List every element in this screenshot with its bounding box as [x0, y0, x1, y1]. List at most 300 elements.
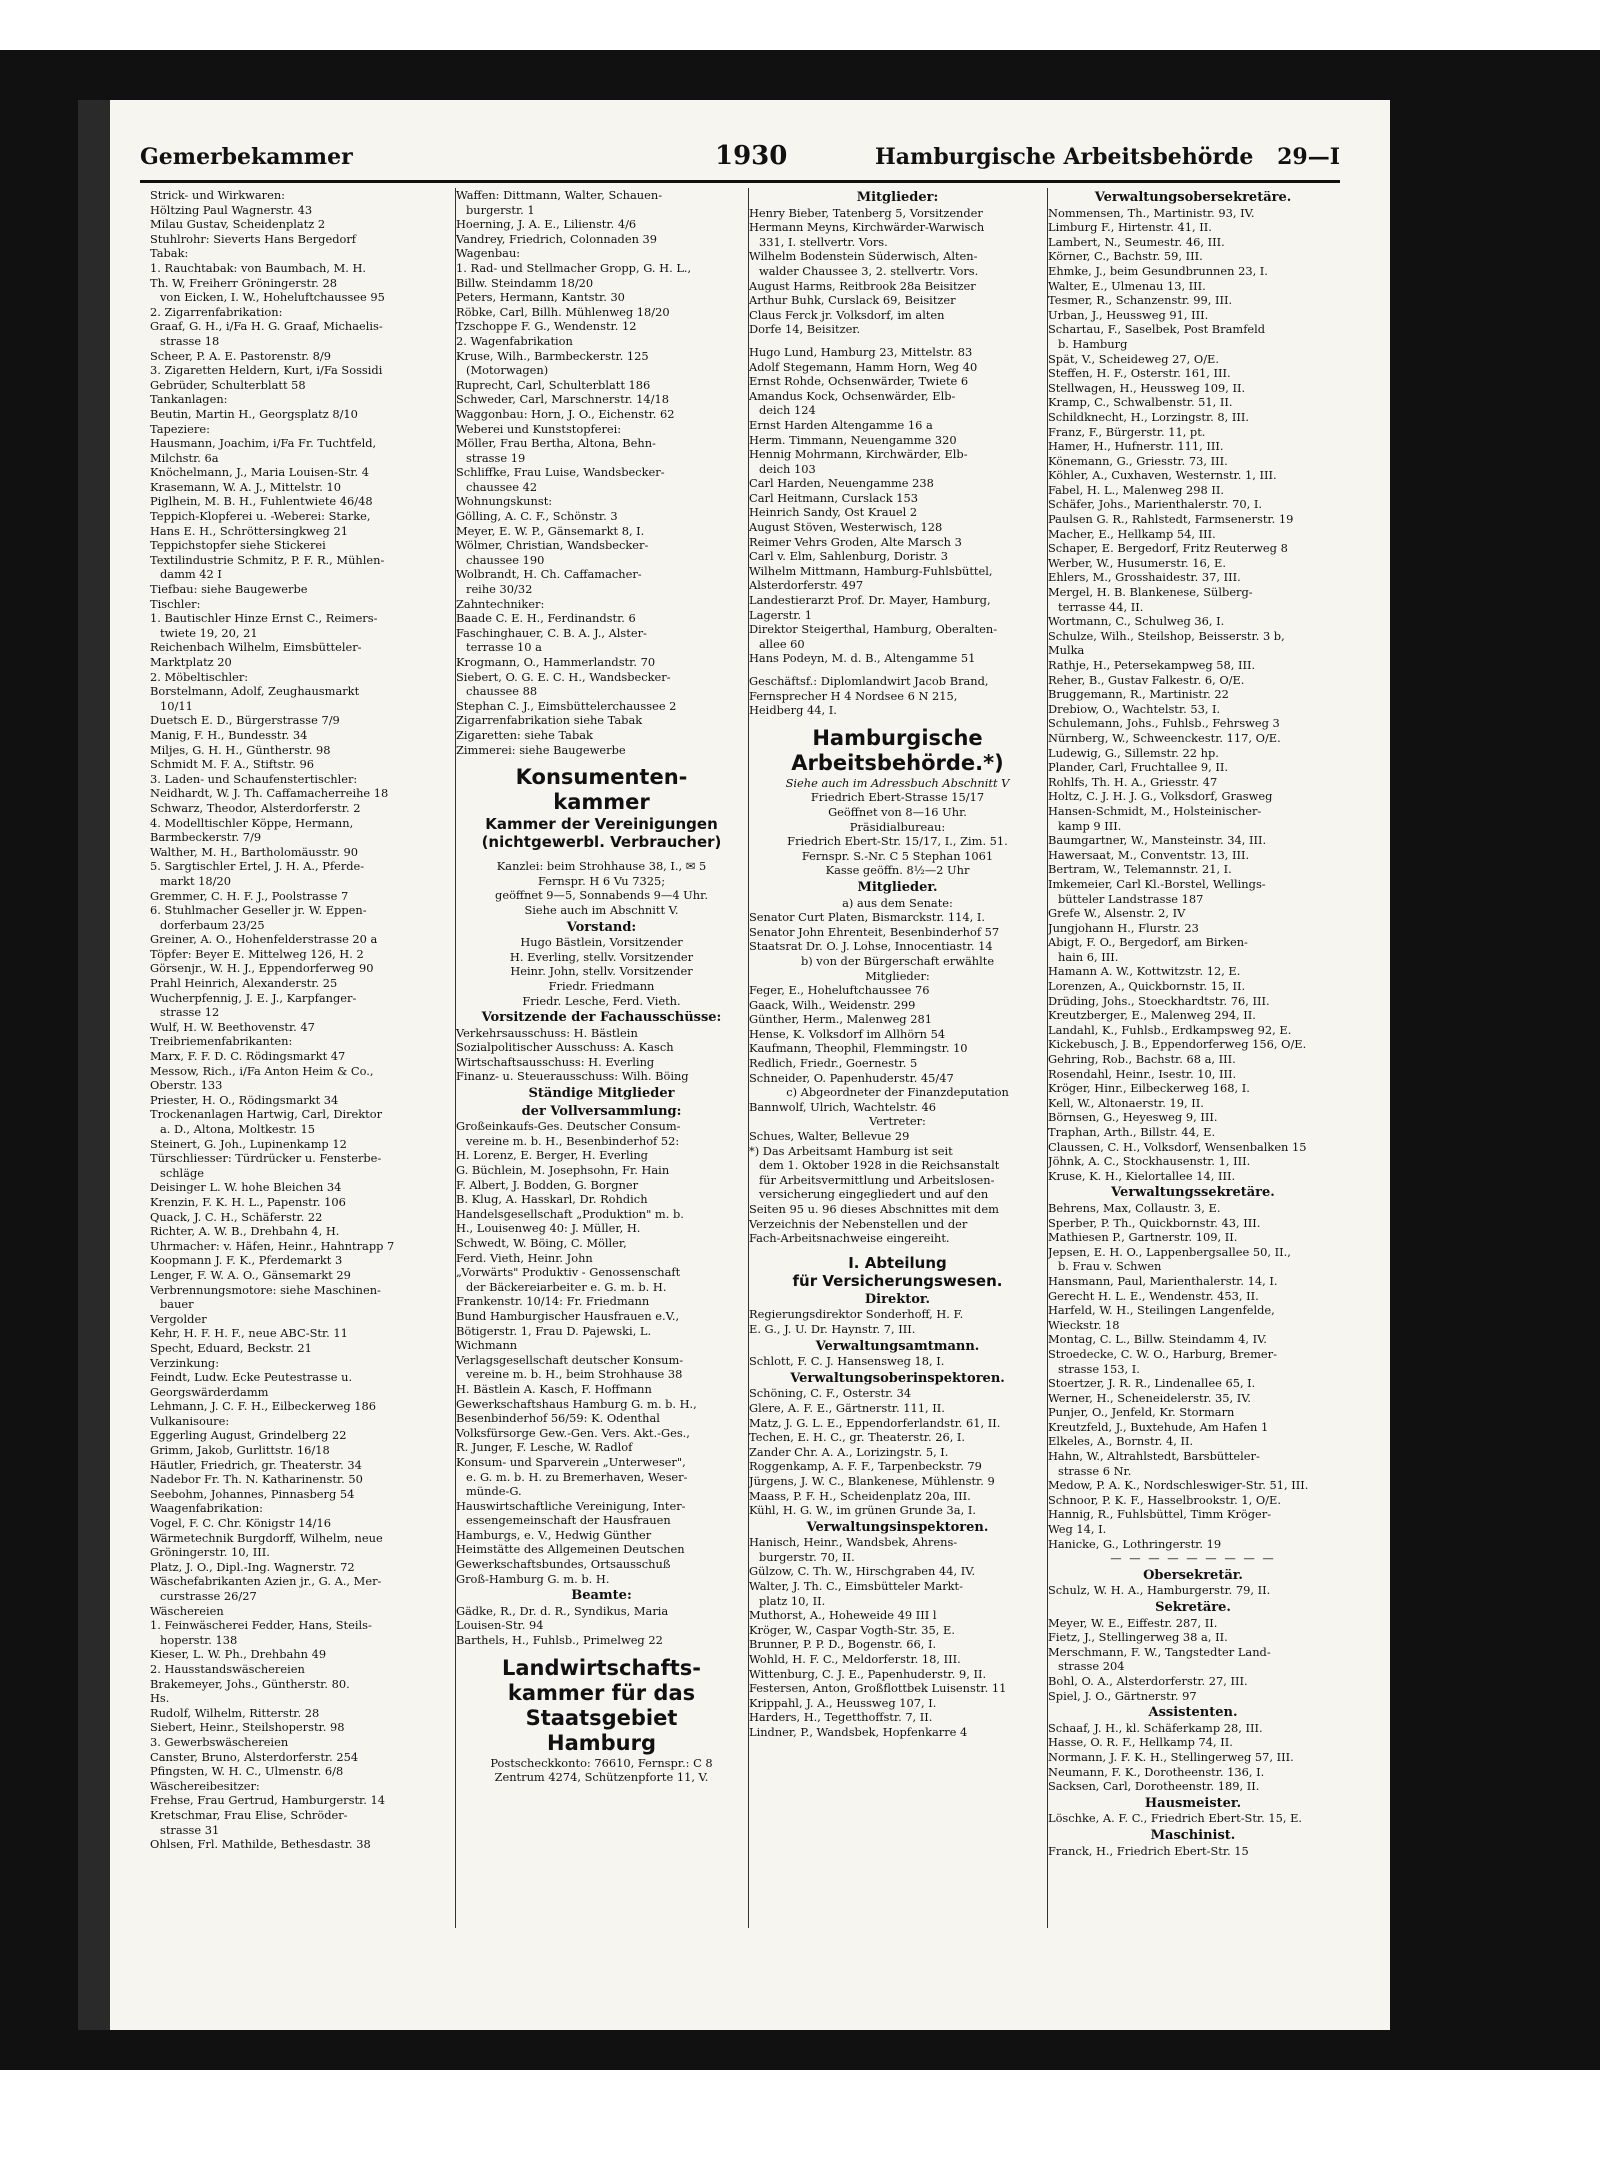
- subheading: Assistenten.: [1148, 1706, 1238, 1721]
- page-gutter-shadow: [78, 100, 110, 2030]
- footnote-line: dem 1. Oktober 1928 in die Reichsanstalt: [759, 1158, 1000, 1173]
- section-title: Arbeitsbehörde.*): [791, 750, 1004, 775]
- directory-line: Hansmann, Paul, Marienthalerstr. 14, I.: [1048, 1273, 1278, 1288]
- directory-line: Geöffnet von 8—16 Uhr.: [828, 804, 967, 819]
- directory-line: Könemann, G., Griesstr. 73, III.: [1048, 453, 1228, 468]
- directory-line: Stephan C. J., Eimsbüttelerchaussee 2: [456, 698, 677, 713]
- directory-line: Staatsrat Dr. O. J. Lohse, Innocentiastr. 14: [749, 939, 993, 954]
- directory-line: Hennig Mohrmann, Kirchwärder, Elb-: [749, 447, 968, 462]
- directory-line: Brunner, P. P. D., Bogenstr. 66, I.: [749, 1637, 937, 1652]
- directory-line: hain 6, III.: [1058, 949, 1119, 964]
- directory-line: strasse 31: [160, 1822, 220, 1837]
- directory-line: Schweder, Carl, Marschnerstr. 14/18: [456, 392, 669, 407]
- directory-line: Gölling, A. C. F., Schönstr. 3: [456, 509, 618, 524]
- directory-line: Drebiow, O., Wachtelstr. 53, I.: [1048, 701, 1221, 716]
- directory-line: H. Everling, stellv. Vorsitzender: [509, 949, 694, 964]
- directory-line: Teppich-Klopferei u. -Weberei: Starke,: [150, 509, 371, 524]
- directory-line: Uhrmacher: v. Häfen, Heinr., Hahntrapp 7: [150, 1238, 395, 1253]
- header-left: Gemerbekammer: [140, 144, 353, 170]
- directory-line: Hense, K. Volksdorf im Allhörn 54: [749, 1026, 946, 1041]
- directory-line: Senator Curt Platen, Bismarckstr. 114, I.: [749, 910, 985, 925]
- directory-line: Abigt, F. O., Bergedorf, am Birken-: [1048, 935, 1248, 950]
- directory-line: Graaf, G. H., i/Fa H. G. Graaf, Michaelis-: [150, 319, 383, 334]
- directory-line: Lorenzen, A., Quickbornstr. 15, II.: [1048, 979, 1246, 994]
- directory-line: Schnoor, P. K. F., Hasselbrookstr. 1, O/E.: [1048, 1492, 1281, 1507]
- directory-line: Rathje, H., Petersekampweg 58, III.: [1048, 658, 1256, 672]
- directory-line: Köhler, A., Cuxhaven, Westernstr. 1, III.: [1048, 468, 1277, 483]
- directory-line: Kruse, K. H., Kielortallee 14, III.: [1048, 1168, 1236, 1183]
- directory-line: Wagenbau:: [456, 246, 521, 261]
- directory-line: Höltzing Paul Wagnerstr. 43: [150, 202, 313, 217]
- directory-line: burgerstr. 1: [466, 202, 535, 217]
- directory-line: Weg 14, I.: [1048, 1522, 1107, 1537]
- directory-line: Wieckstr. 18: [1048, 1317, 1120, 1332]
- directory-line: Kickebusch, J. B., Eppendorferweg 156, O/E.: [1048, 1037, 1307, 1052]
- directory-line: burgerstr. 70, II.: [759, 1549, 855, 1564]
- directory-line: Friedr. Lesche, Ferd. Vieth.: [522, 993, 681, 1008]
- directory-line: Treibriemenfabrikanten:: [150, 1034, 293, 1049]
- running-head: [140, 141, 1340, 184]
- directory-line: Türschliesser: Türdrücker u. Fensterbe-: [150, 1151, 382, 1166]
- directory-line: Fernsprecher H 4 Nordsee 6 N 215,: [749, 688, 958, 703]
- directory-line: Franck, H., Friedrich Ebert-Str. 15: [1048, 1843, 1249, 1858]
- directory-line: Fabel, H. L., Malenweg 298 II.: [1048, 482, 1224, 497]
- directory-line: Jungjohann H., Flurstr. 23: [1048, 920, 1199, 935]
- directory-line: Hugo Bästlein, Vorsitzender: [520, 935, 683, 950]
- directory-line: Steffen, H. F., Osterstr. 161, III.: [1048, 366, 1231, 381]
- subheading: Verwaltungssekretäre.: [1111, 1186, 1275, 1201]
- directory-line: Wärmetechnik Burgdorff, Wilhelm, neue: [150, 1530, 383, 1545]
- directory-line: 2. Hausstandswäschereien: [150, 1661, 305, 1676]
- directory-line: Lambert, N., Seumestr. 46, III.: [1048, 234, 1225, 249]
- directory-line: Kruse, Wilh., Barmbeckerstr. 125: [456, 348, 649, 363]
- directory-line: geöffnet 9—5, Sonnabends 9—4 Uhr.: [495, 888, 708, 903]
- cross-reference: Siehe auch im Adressbuch Abschnitt V: [785, 775, 1010, 790]
- section-title: Hamburgische: [812, 725, 983, 750]
- directory-line: Reichenbach Wilhelm, Eimsbütteler-: [150, 640, 362, 655]
- directory-line: Lenger, F. W. A. O., Gänsemarkt 29: [150, 1267, 351, 1282]
- directory-line: Schneider, O. Papenhuderstr. 45/47: [749, 1070, 954, 1085]
- subheading: b) von der Bürgerschaft erwählte: [800, 953, 995, 968]
- subheading: der Vollversammlung:: [521, 1104, 682, 1119]
- directory-line: kamp 9 III.: [1058, 818, 1122, 833]
- directory-line: Frehse, Frau Gertrud, Hamburgerstr. 14: [150, 1793, 385, 1808]
- footnote-line: Verzeichnis der Nebenstellen und der: [749, 1216, 968, 1231]
- spacer: [456, 851, 747, 859]
- directory-line: Grefe W., Alsenstr. 2, IV: [1048, 906, 1186, 921]
- directory-line: markt 18/20: [160, 873, 231, 888]
- directory-line: Traphan, Arth., Billstr. 44, E.: [1048, 1125, 1216, 1139]
- directory-line: Friedrich Ebert-Strasse 15/17: [810, 790, 985, 805]
- directory-line: Günther, Herm., Malenweg 281: [749, 1012, 932, 1027]
- directory-line: Volksfürsorge Gew.-Gen. Vers. Akt.-Ges.,: [456, 1425, 690, 1440]
- directory-line: Gremmer, C. H. F. J., Poolstrasse 7: [150, 888, 349, 903]
- directory-line: strasse 18: [160, 333, 220, 348]
- directory-line: Harders, H., Tegetthoffstr. 7, II.: [749, 1710, 933, 1725]
- directory-line: Scheer, P. A. E. Pastorenstr. 8/9: [150, 348, 331, 363]
- directory-line: e. G. m. b. H. zu Bremerhaven, Weser-: [466, 1469, 688, 1484]
- directory-line: Nommensen, Th., Martinistr. 93, IV.: [1048, 205, 1255, 220]
- directory-line: Gewerkschaftsbundes, Ortsausschuß: [456, 1557, 671, 1572]
- directory-line: Krasemann, W. A. J., Mittelstr. 10: [150, 479, 342, 494]
- directory-line: Tischler:: [150, 596, 201, 611]
- directory-line: Möller, Frau Bertha, Altona, Behn-: [456, 436, 656, 451]
- directory-line: H. Bästlein A. Kasch, F. Hoffmann: [456, 1381, 652, 1396]
- directory-line: Körner, C., Bachstr. 59, III.: [1048, 249, 1203, 264]
- directory-line: Georgswärderdamm: [150, 1384, 269, 1399]
- directory-line: Claussen, C. H., Volksdorf, Wensenbalken 15: [1048, 1139, 1307, 1154]
- directory-line: Zimmerei: siehe Baugewerbe: [456, 742, 626, 757]
- directory-line: Stellwagen, H., Heussweg 109, II.: [1048, 380, 1246, 395]
- section-subtitle: Kammer der Vereinigungen: [485, 815, 718, 834]
- directory-line: Kieser, L. W. Ph., Drehbahn 49: [150, 1647, 327, 1662]
- directory-line: (Motorwagen): [466, 363, 549, 378]
- directory-line: Sacksen, Carl, Dorotheenstr. 189, II.: [1048, 1779, 1260, 1794]
- directory-line: Reher, B., Gustav Falkestr. 6, O/E.: [1048, 672, 1245, 687]
- section-title: Konsumenten-: [515, 765, 688, 790]
- directory-line: Oberstr. 133: [150, 1078, 223, 1093]
- directory-line: Landestierarzt Prof. Dr. Mayer, Hamburg,: [749, 593, 991, 608]
- directory-line: Verkehrsausschuss: H. Bästlein: [456, 1025, 638, 1040]
- directory-line: Jöhnk, A. C., Stockhausenstr. 1, III.: [1048, 1154, 1251, 1169]
- directory-line: Arthur Buhk, Curslack 69, Beisitzer: [749, 293, 956, 308]
- directory-line: Ehlers, M., Grosshaidestr. 37, III.: [1048, 570, 1241, 585]
- directory-line: 331, I. stellvertr. Vors.: [759, 234, 888, 249]
- directory-line: Quack, J. C. H., Schäferstr. 22: [150, 1209, 323, 1224]
- directory-line: Mergel, H. B. Blankenese, Sülberg-: [1048, 585, 1253, 600]
- directory-line: Wäschereibesitzer:: [150, 1778, 260, 1793]
- directory-line: H., Louisenweg 40: J. Müller, H.: [456, 1221, 641, 1236]
- directory-line: Meyer, E. W. P., Gänsemarkt 8, I.: [456, 523, 645, 538]
- directory-line: damm 42 I: [160, 567, 222, 582]
- directory-line: essengemeinschaft der Hausfrauen: [466, 1513, 671, 1528]
- directory-line: chaussee 88: [466, 684, 538, 699]
- directory-line: Neidhardt, W. J. Th. Caffamacherreihe 18: [150, 786, 389, 801]
- subheading: Hausmeister.: [1144, 1796, 1242, 1811]
- footnote-line: für Arbeitsvermittlung und Arbeitslosen-: [759, 1172, 995, 1187]
- section-title: Landwirtschafts-: [502, 1655, 701, 1680]
- directory-line: dorferbaum 23/25: [160, 917, 265, 932]
- directory-line: münde-G.: [466, 1484, 522, 1499]
- directory-line: Fernspr. H 6 Vu 7325;: [537, 873, 666, 888]
- directory-line: Behrens, Max, Collaustr. 3, E.: [1048, 1200, 1221, 1215]
- directory-line: Kanzlei: beim Strohhause 38, I., ✉ 5: [496, 859, 707, 874]
- directory-line: Ernst Harden Altengamme 16 a: [749, 417, 933, 432]
- directory-line: Kühl, H. G. W., im grünen Grunde 3a, I.: [749, 1503, 976, 1518]
- directory-line: Milau Gustav, Scheidenplatz 2: [150, 217, 326, 232]
- subheading: Verwaltungsinspektoren.: [806, 1520, 989, 1535]
- directory-line: von Eicken, I. W., Hoheluftchaussee 95: [160, 290, 385, 305]
- directory-line: hoperstr. 138: [160, 1632, 238, 1647]
- directory-line: Tankanlagen:: [150, 392, 228, 407]
- directory-line: Alsterdorferstr. 497: [749, 578, 864, 593]
- directory-line: Wohld, H. F. C., Meldorferstr. 18, III.: [749, 1652, 961, 1667]
- directory-line: Lindner, P., Wandsbek, Hopfenkarre 4: [749, 1725, 968, 1739]
- directory-line: Reimer Vehrs Groden, Alte Marsch 3: [749, 534, 962, 549]
- directory-line: Kreutzfeld, J., Buxtehude, Am Hafen 1: [1048, 1419, 1269, 1434]
- directory-line: Bruggemann, R., Martinistr. 22: [1048, 687, 1229, 702]
- directory-line: Eggerling August, Grindelberg 22: [150, 1428, 347, 1443]
- directory-line: Regierungsdirektor Sonderhoff, H. F.: [749, 1307, 964, 1322]
- directory-line: Gewerkschaftshaus Hamburg G. m. b. H.,: [456, 1396, 697, 1411]
- spacer: [456, 757, 747, 765]
- directory-line: terrasse 10 a: [466, 640, 542, 655]
- directory-line: Greiner, A. O., Hohenfelderstrasse 20 a: [150, 932, 378, 947]
- directory-line: Redlich, Friedr., Goernestr. 5: [749, 1056, 918, 1071]
- directory-line: Ruprecht, Carl, Schulterblatt 186: [456, 377, 651, 392]
- directory-line: Macher, E., Hellkamp 54, III.: [1048, 526, 1216, 541]
- directory-line: Verlagsgesellschaft deutscher Konsum-: [456, 1352, 684, 1367]
- directory-line: Handelsgesellschaft „Produktion" m. b.: [456, 1206, 684, 1221]
- directory-line: Börnsen, G., Heyesweg 9, III.: [1048, 1110, 1218, 1125]
- directory-line: Merschmann, F. W., Tangstedter Land-: [1048, 1644, 1271, 1659]
- directory-line: terrasse 44, II.: [1058, 599, 1144, 614]
- directory-line: Gröningerstr. 10, III.: [150, 1545, 270, 1560]
- directory-line: Trockenanlagen Hartwig, Carl, Direktor: [150, 1107, 383, 1122]
- directory-line: Besenbinderhof 56/59: K. Odenthal: [456, 1411, 660, 1426]
- directory-line: Schues, Walter, Bellevue 29: [749, 1129, 910, 1144]
- directory-line: Seebohm, Johannes, Pinnasberg 54: [150, 1486, 355, 1501]
- directory-line: Teppichstopfer siehe Stickerei: [150, 538, 326, 553]
- directory-line: chaussee 42: [466, 479, 538, 494]
- directory-line: Baade C. E. H., Ferdinandstr. 6: [456, 611, 636, 626]
- directory-line: Baumgartner, W., Mansteinstr. 34, III.: [1048, 833, 1267, 848]
- directory-line: Schaper, E. Bergedorf, Fritz Reuterweg 8: [1048, 541, 1288, 556]
- directory-line: Hans Podeyn, M. d. B., Altengamme 51: [749, 651, 976, 666]
- directory-line: Frankenstr. 10/14: Fr. Friedmann: [456, 1294, 650, 1309]
- directory-line: 1. Feinwäscherei Fedder, Hans, Steils-: [150, 1618, 372, 1633]
- directory-line: Sozialpolitischer Ausschuss: A. Kasch: [456, 1040, 674, 1055]
- directory-line: 2. Wagenfabrikation: [456, 333, 573, 348]
- directory-line: Wäschefabrikanten Azien jr., G. A., Mer-: [150, 1574, 382, 1589]
- directory-line: Hamann A. W., Kottwitzstr. 12, E.: [1048, 964, 1241, 979]
- directory-line: strasse 153, I.: [1058, 1361, 1140, 1376]
- directory-line: „Vorwärts" Produktiv - Genossenschaft: [456, 1265, 681, 1280]
- directory-line: Landahl, K., Fuhlsb., Erdkampsweg 92, E.: [1048, 1022, 1292, 1037]
- directory-line: Drüding, Johs., Stoeckhardtstr. 76, III.: [1048, 993, 1270, 1008]
- directory-line: Ehmke, J., beim Gesundbrunnen 23, I.: [1048, 263, 1268, 278]
- directory-line: Wäschereien: [150, 1603, 224, 1618]
- directory-line: Heinr. John, stellv. Vorsitzender: [510, 964, 693, 979]
- directory-line: Hamburgs, e. V., Hedwig Günther: [456, 1527, 652, 1542]
- directory-line: Richter, A. W. B., Drehbahn 4, H.: [150, 1224, 340, 1239]
- directory-line: allee 60: [759, 636, 805, 651]
- subheading: Verwaltungsobersekretäre.: [1094, 191, 1292, 205]
- directory-line: Schulz, W. H. A., Hamburgerstr. 79, II.: [1048, 1583, 1271, 1598]
- directory-line: Löschke, A. F. C., Friedrich Ebert-Str. 15, E.: [1048, 1811, 1303, 1826]
- directory-line: Mathiesen P., Gartnerstr. 109, II.: [1048, 1230, 1238, 1245]
- directory-line: Maass, P. F. H., Scheidenplatz 20a, III.: [749, 1488, 971, 1503]
- directory-line: Wirtschaftsausschuss: H. Everling: [456, 1054, 655, 1069]
- footnote-line: Fach-Arbeitsnachweise eingereiht.: [749, 1231, 950, 1246]
- directory-line: Hoerning, J. A. E., Lilienstr. 4/6: [456, 217, 637, 232]
- directory-line: Schliffke, Frau Luise, Wandsbecker-: [456, 465, 665, 480]
- directory-line: curstrasse 26/27: [160, 1589, 257, 1603]
- subheading: Vertreter:: [869, 1114, 926, 1129]
- separator: — — — — — — — — —: [1110, 1551, 1276, 1566]
- directory-line: Gülzow, C. Th. W., Hirschgraben 44, IV.: [749, 1564, 976, 1579]
- directory-line: chaussee 190: [466, 552, 545, 567]
- directory-line: Holtz, C. J. H. J. G., Volksdorf, Grasweg: [1048, 789, 1273, 804]
- directory-line: Senator John Ehrenteit, Besenbinderhof 57: [749, 924, 1000, 939]
- directory-line: schläge: [160, 1165, 205, 1180]
- directory-line: Jürgens, J. W. C., Blankenese, Mühlenstr. 9: [749, 1473, 995, 1488]
- section-title: kammer für das: [507, 1680, 696, 1705]
- directory-line: Fietz, J., Stellingerweg 38 a, II.: [1048, 1630, 1228, 1645]
- directory-line: Rohlfs, Th. H. A., Griesstr. 47: [1048, 774, 1218, 789]
- directory-line: Krogmann, O., Hammerlandstr. 70: [456, 655, 656, 669]
- directory-line: Schmidt M. F. A., Stiftstr. 96: [150, 757, 314, 772]
- directory-line: Festersen, Anton, Großflottbek Luisenstr. 11: [749, 1681, 1007, 1696]
- directory-line: Spät, V., Scheideweg 27, O/E.: [1048, 351, 1219, 366]
- subheading: Mitglieder:: [865, 968, 930, 983]
- directory-line: Krenzin, F. K. H. L., Papenstr. 106: [150, 1194, 346, 1209]
- directory-line: Stuhlrohr: Sieverts Hans Bergedorf: [150, 231, 357, 246]
- directory-line: Hawersaat, M., Conventstr. 13, III.: [1048, 847, 1250, 862]
- directory-line: Messow, Rich., i/Fa Anton Heim & Co.,: [150, 1063, 374, 1078]
- subheading: Vorsitzende der Fachausschüsse:: [481, 1011, 722, 1026]
- directory-line: Nadebor Fr. Th. N. Katharinenstr. 50: [150, 1472, 363, 1487]
- directory-line: Verzinkung:: [150, 1355, 220, 1370]
- directory-line: Vogel, F. C. Chr. Königstr 14/16: [150, 1516, 332, 1531]
- directory-line: Bertram, W., Telemannstr. 21, I.: [1048, 862, 1232, 877]
- directory-line: Tiefbau: siehe Baugewerbe: [150, 582, 308, 597]
- directory-line: Gädke, R., Dr. d. R., Syndikus, Maria: [456, 1603, 669, 1618]
- directory-line: Miljes, G. H. H., Güntherstr. 98: [150, 742, 331, 757]
- directory-line: Bötigerstr. 1, Frau D. Pajewski, L.: [456, 1323, 652, 1338]
- directory-line: Walter, J. Th. C., Eimsbütteler Markt-: [749, 1579, 963, 1594]
- directory-line: Muthorst, A., Hoheweide 49 III l: [749, 1608, 937, 1623]
- header-center: Hamburgische Arbeitsbehörde: [875, 144, 1254, 170]
- directory-line: Wortmann, C., Schulweg 36, I.: [1048, 614, 1225, 629]
- directory-line: Zahntechniker:: [456, 596, 545, 611]
- directory-line: Finanz- u. Steuerausschuss: Wilh. Böing: [456, 1069, 689, 1084]
- directory-line: R. Junger, F. Lesche, W. Radlof: [456, 1440, 633, 1455]
- directory-line: Pfingsten, W. H. C., Ulmenstr. 6/8: [150, 1764, 344, 1779]
- directory-line: Kaufmann, Theophil, Flemmingstr. 10: [749, 1041, 968, 1056]
- directory-line: Glere, A. F. E., Gärtnerstr. 111, II.: [749, 1400, 945, 1415]
- directory-line: Hausmann, Joachim, i/Fa Fr. Tuchtfeld,: [150, 436, 377, 451]
- directory-line: Görsenjr., W. H. J., Eppendorferweg 90: [150, 961, 374, 976]
- directory-line: Vulkanisoure:: [150, 1413, 230, 1428]
- directory-line: Brakemeyer, Johs., Güntherstr. 80.: [150, 1676, 350, 1691]
- directory-line: Postscheckkonto: 76610, Fernspr.: C 8: [490, 1755, 713, 1770]
- directory-line: 4. Modelltischler Köppe, Hermann,: [150, 815, 354, 830]
- directory-line: Kehr, H. F. H. F., neue ABC-Str. 11: [150, 1326, 348, 1341]
- directory-line: Feger, E., Hoheluftchaussee 76: [749, 983, 930, 998]
- directory-line: Zigaretten: siehe Tabak: [456, 727, 593, 742]
- subheading: Mitglieder:: [856, 191, 939, 205]
- directory-line: twiete 19, 20, 21: [160, 625, 258, 640]
- directory-line: Groß-Hamburg G. m. b. H.: [456, 1571, 610, 1586]
- directory-line: bütteler Landstrasse 187: [1058, 891, 1204, 906]
- directory-line: 3. Gewerbswäschereien: [150, 1734, 289, 1749]
- directory-line: vereine m. b. H., beim Strohhause 38: [466, 1367, 683, 1382]
- directory-line: Vergolder: [150, 1311, 207, 1326]
- directory-line: Ferd. Vieth, Heinr. John: [456, 1250, 593, 1265]
- directory-line: Tabak:: [150, 246, 189, 261]
- directory-line: Heimstätte des Allgemeinen Deutschen: [456, 1542, 685, 1557]
- directory-line: Kröger, W., Caspar Vogth-Str. 35, E.: [749, 1622, 955, 1637]
- directory-line: Rudolf, Wilhelm, Ritterstr. 28: [150, 1705, 320, 1720]
- directory-line: 5. Sargtischler Ertel, J. H. A., Pferde-: [150, 859, 365, 874]
- directory-line: Knöchelmann, J., Maria Louisen-Str. 4: [150, 465, 370, 480]
- directory-line: Manig, F. H., Bundesstr. 34: [150, 727, 308, 742]
- directory-line: Beutin, Martin H., Georgsplatz 8/10: [150, 406, 358, 421]
- directory-line: Carl Heitmann, Curslack 153: [749, 490, 919, 505]
- directory-line: Hans E. H., Schröttersingkweg 21: [150, 523, 348, 538]
- directory-line: Lehmann, J. C. F. H., Eilbeckerweg 186: [150, 1399, 377, 1414]
- directory-line: Franz, F., Bürgerstr. 11, pt.: [1048, 424, 1206, 439]
- spacer: [749, 337, 1046, 345]
- directory-line: Walther, M. H., Bartholomäusstr. 90: [150, 844, 358, 859]
- directory-line: Kramp, C., Schwalbenstr. 51, II.: [1048, 395, 1233, 410]
- directory-line: Specht, Eduard, Beckstr. 21: [150, 1340, 312, 1355]
- directory-line: Gebrüder, Schulterblatt 58: [150, 377, 306, 392]
- footnote-line: *) Das Arbeitsamt Hamburg ist seit: [749, 1143, 953, 1158]
- subheading: Verwaltungsoberinspektoren.: [790, 1371, 1005, 1386]
- directory-line: Medow, P. A. K., Nordschleswiger-Str. 51, III.: [1048, 1478, 1309, 1493]
- column-2: [456, 188, 747, 1948]
- directory-line: Deisinger L. W. hohe Bleichen 34: [150, 1180, 342, 1195]
- directory-line: b. Hamburg: [1058, 336, 1128, 351]
- directory-line: 1. Rad- und Stellmacher Gropp, G. H. L.,: [456, 260, 692, 275]
- directory-line: Jepsen, E. H. O., Lappenbergsallee 50, II.,: [1048, 1244, 1291, 1259]
- directory-line: Plander, Carl, Fruchtallee 9, II.: [1048, 760, 1229, 775]
- directory-line: 1. Rauchtabak: von Baumbach, M. H.: [150, 260, 367, 275]
- directory-line: Borstelmann, Adolf, Zeughausmarkt: [150, 684, 360, 699]
- directory-line: Konsum- und Sparverein „Unterweser",: [456, 1454, 686, 1469]
- section-title: I. Abteilung: [848, 1253, 947, 1272]
- directory-line: Peters, Hermann, Kantstr. 30: [456, 290, 625, 305]
- directory-line: Hauswirtschaftliche Vereinigung, Inter-: [456, 1498, 686, 1513]
- directory-line: walder Chaussee 3, 2. stellvertr. Vors.: [759, 263, 979, 278]
- directory-line: strasse 12: [160, 1005, 220, 1020]
- directory-line: Carl v. Elm, Sahlenburg, Doristr. 3: [749, 549, 948, 564]
- directory-line: Herm. Timmann, Neuengamme 320: [749, 432, 957, 447]
- directory-line: der Bäckereiarbeiter e. G. m. b. H.: [466, 1279, 667, 1294]
- directory-line: Verbrennungsmotore: siehe Maschinen-: [150, 1282, 381, 1297]
- directory-line: Hermann Meyns, Kirchwärder-Warwisch: [749, 220, 985, 235]
- directory-line: Wittenburg, C. J. E., Papenhuderstr. 9, II.: [749, 1666, 987, 1681]
- directory-line: Nürnberg, W., Schweenckestr. 117, O/E.: [1048, 730, 1281, 745]
- directory-line: Milchstr. 6a: [150, 450, 219, 465]
- directory-line: Schäfer, Johs., Marienthalerstr. 70, I.: [1048, 497, 1263, 512]
- column-3: [749, 188, 1046, 1948]
- directory-line: 10/11: [160, 698, 193, 713]
- directory-line: Ohlsen, Frl. Mathilde, Bethesdastr. 38: [150, 1837, 371, 1852]
- directory-line: Wolbrandt, H. Ch. Caffamacher-: [456, 567, 642, 582]
- directory-line: Koopmann J. F. K., Pferdemarkt 3: [150, 1253, 343, 1268]
- subheading: Beamte:: [571, 1589, 632, 1604]
- directory-line: Amandus Kock, Ochsenwärder, Elb-: [749, 388, 956, 403]
- directory-line: 2. Zigarrenfabrikation:: [150, 304, 283, 319]
- directory-line: Zander Chr. A. A., Lorizingstr. 5, I.: [749, 1444, 949, 1459]
- directory-line: Waffen: Dittmann, Walter, Schauen-: [456, 188, 663, 202]
- directory-line: b. Frau v. Schwen: [1058, 1259, 1162, 1274]
- directory-line: Schwedt, W. Böing, C. Möller,: [456, 1236, 627, 1250]
- directory-line: G. Büchlein, M. Josephsohn, Fr. Hain: [456, 1163, 670, 1178]
- directory-line: Platz, J. O., Dipl.-Ing. Wagnerstr. 72: [150, 1559, 355, 1574]
- directory-line: Fernspr. S.-Nr. C 5 Stephan 1061: [801, 848, 994, 863]
- directory-line: Schaaf, J. H., kl. Schäferkamp 28, III.: [1048, 1720, 1263, 1735]
- directory-line: Schildknecht, H., Lorzingstr. 8, III.: [1048, 409, 1250, 424]
- directory-line: Röbke, Carl, Billh. Mühlenweg 18/20: [456, 304, 670, 319]
- section-title: kammer: [553, 790, 650, 815]
- directory-line: Werner, H., Scheneidelerstr. 35, IV.: [1048, 1390, 1252, 1405]
- directory-line: Normann, J. F. K. H., Stellingerweg 57, III.: [1048, 1749, 1294, 1764]
- directory-line: Wulf, H. W. Beethovenstr. 47: [150, 1019, 315, 1034]
